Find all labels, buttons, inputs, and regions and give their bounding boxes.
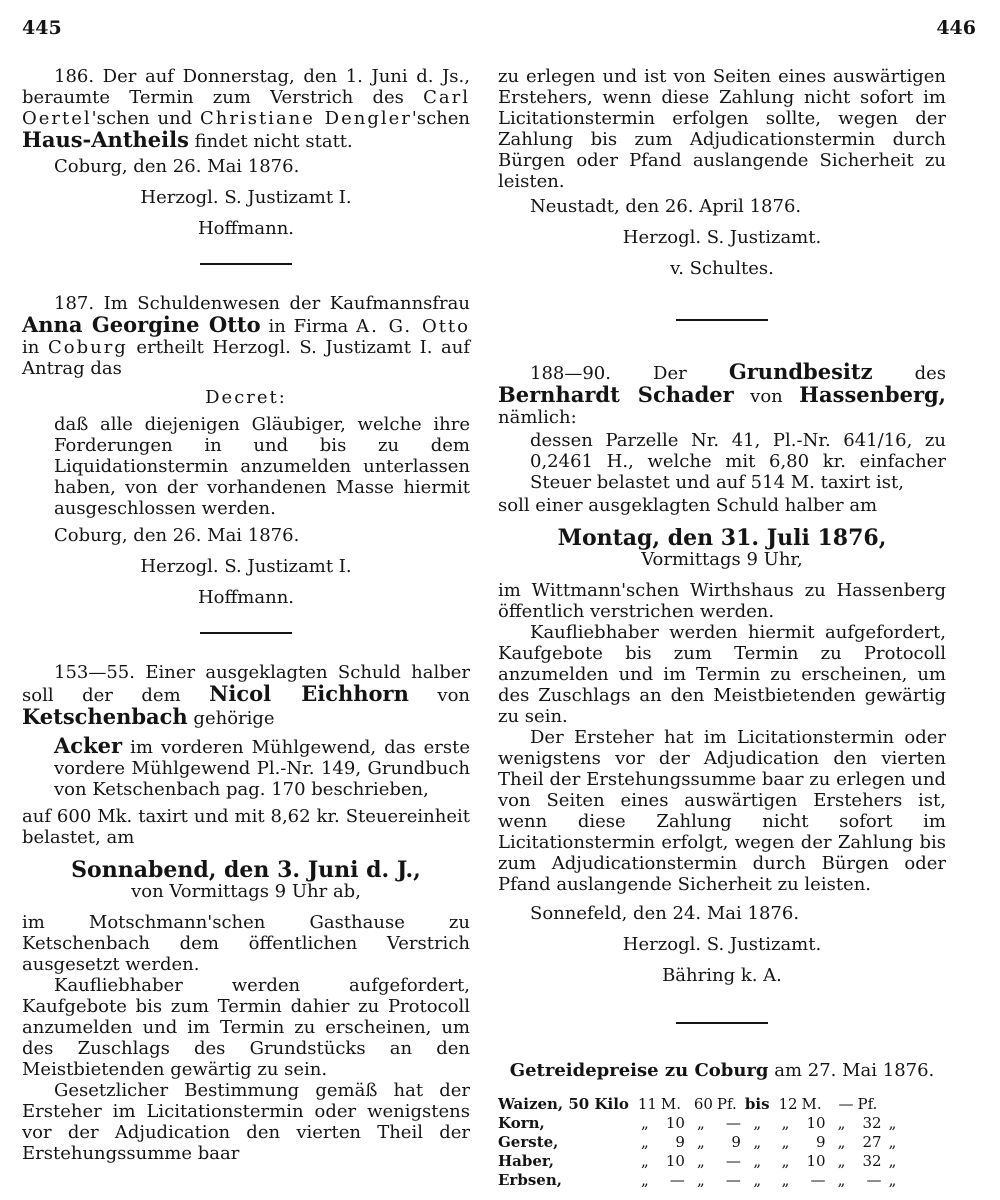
table-cell: 10 — [806, 1114, 826, 1132]
authority: Herzogl. S. Justizamt I. — [140, 556, 352, 577]
table-cell: „ — [781, 1114, 790, 1132]
table-cell: Korn, — [498, 1114, 545, 1132]
table-cell: „ — [697, 1114, 705, 1132]
text-span: im vorderen Mühlgewend, das erste vordere Mühlgewend Pl.-Nr. 149, Grundbuch von Ketschenbach pag. 170 beschrieben, — [54, 737, 470, 800]
person-name: Nicol Eichhorn — [209, 681, 409, 706]
table-cell: 11 — [637, 1095, 657, 1113]
table-row — [498, 1171, 904, 1190]
table-row — [498, 1095, 904, 1114]
text-span: ertheilt Herzogl. S. Justizamt I. auf Antrag das — [22, 337, 471, 379]
signer: Hoffmann. — [197, 587, 295, 608]
table-row — [498, 1152, 904, 1171]
place-date: Coburg, den 26. Mai 1876. — [54, 525, 300, 546]
table-cell: „ — [888, 1152, 897, 1170]
parcel-description: dessen Parzelle Nr. 41, Pl.-Nr. 641/16, zu 0,2461 H., welche mit 6,80 kr. einfacher Steuer belastet und auf 514 M. taxirt ist, — [530, 430, 946, 493]
valuation-line: auf 600 Mk. taxirt und mit 8,62 kr. Steuereinheit belastet, am — [22, 806, 470, 848]
text-span: in — [22, 337, 48, 358]
table-cell: M. — [801, 1095, 822, 1113]
payment-terms: Gesetzlicher Bestimmung gemäß hat der Ersteher im Licitationstermin oder wenigstens vor der Adjudication den vierten Theil der Erstehungssumme baar — [22, 1080, 470, 1164]
notice-continuation — [498, 66, 946, 279]
prices-table — [498, 1095, 904, 1190]
table-cell: — — [810, 1171, 826, 1189]
table-cell: 9 — [731, 1133, 741, 1151]
notice-186 — [22, 66, 470, 239]
text-span: 'schen — [411, 108, 470, 129]
grain-prices — [498, 1060, 946, 1190]
prices-title — [498, 1060, 946, 1081]
table-cell: 32 — [862, 1152, 882, 1170]
table-cell: Gerste, — [498, 1133, 559, 1151]
text-span: 153—55. Einer ausgeklagten Schuld halber soll der dem — [22, 662, 470, 706]
person-name: Christiane Dengler — [199, 108, 412, 129]
place-name: Ketschenbach — [22, 704, 188, 729]
notice-187-text — [22, 293, 470, 379]
notice-153 — [22, 662, 470, 1164]
authority: Herzogl. S. Justizamt. — [622, 227, 822, 248]
notice-186-text — [22, 66, 470, 152]
authority: Herzogl. S. Justizamt. — [622, 934, 822, 955]
right-column — [498, 66, 946, 1190]
divider — [200, 632, 292, 634]
left-column — [22, 66, 470, 1164]
bid-invitation: Kaufliebhaber werden aufgefordert, Kaufgebote bis zum Termin dahier zu Protocoll anzumelden und im Termin zu erscheinen, um des Zuschlags des Grundstücks an den Meistbietenden gewärtig zu sein. — [22, 975, 470, 1080]
city-name: Coburg — [47, 337, 128, 358]
notice-187 — [22, 293, 470, 608]
notice-153-text — [22, 662, 470, 729]
text-span: 186. Der auf Donnerstag, den 1. Juni d. Js., beraumte Termin zum Verstrich des — [22, 66, 470, 108]
divider — [676, 319, 768, 321]
text-span: nämlich: — [498, 407, 577, 428]
table-cell: 10 — [806, 1152, 826, 1170]
table-cell: Erbsen, — [498, 1171, 562, 1189]
bold-term: Grundbesitz — [728, 359, 873, 384]
sale-location: im Wittmann'schen Wirthshaus zu Hassenberg öffentlich verstrichen werden. — [498, 580, 946, 622]
decret-body: daß alle diejenigen Gläubiger, welche ihre Forderungen in und bis zu dem Liquidationstermin anzumelden unterlassen haben, von der vorhandenen Masse hiermit ausgeschlossen werden. — [54, 414, 470, 519]
sale-time: von Vormittags 9 Uhr ab, — [131, 881, 361, 902]
table-cell: „ — [753, 1152, 762, 1170]
valuation-line: soll einer ausgeklagten Schuld halber am — [498, 495, 878, 516]
sale-time: Vormittags 9 Uhr, — [641, 549, 803, 570]
page-number-right: 446 — [936, 17, 976, 39]
table-cell: Haber, — [498, 1152, 554, 1170]
table-cell: „ — [697, 1133, 705, 1151]
table-cell: bis — [744, 1095, 770, 1113]
text-span: 188—90. Der — [530, 363, 729, 384]
person-name: Bernhardt Schader — [498, 382, 734, 407]
bold-term: Haus-Antheils — [22, 127, 189, 152]
table-cell: — — [838, 1095, 854, 1113]
signer: Hoffmann. — [197, 218, 295, 239]
table-cell: 9 — [816, 1133, 826, 1151]
prices-title-bold: Getreidepreise zu Coburg — [509, 1060, 769, 1081]
table-cell: „ — [697, 1171, 705, 1189]
payment-terms: Der Ersteher hat im Licitationstermin oder wenigstens vor der Adjudication den vierten Theil der Erstehungssumme baar zu erlegen und von Seiten eines auswärtigen Erstehers ist, wenn diese Zahlung nicht sofort im Licitationstermin erfolgt, wegen der Zahlung bis zum Adjudicationstermin durch Bürgen oder Pfand auslangende Sicherheit zu leisten. — [498, 727, 946, 895]
table-cell: „ — [837, 1152, 846, 1170]
person-name: Anna Georgine Otto — [22, 312, 261, 337]
table-cell: 9 — [675, 1133, 685, 1151]
place-name: Hassenberg, — [799, 382, 946, 407]
divider — [200, 263, 292, 265]
property-description — [22, 735, 470, 800]
table-cell: „ — [641, 1114, 649, 1132]
table-cell — [886, 1095, 904, 1114]
table-cell: „ — [888, 1114, 897, 1132]
table-cell: — — [866, 1171, 882, 1189]
table-cell: „ — [888, 1171, 897, 1189]
notice-188-text — [498, 361, 946, 428]
table-cell: „ — [781, 1152, 790, 1170]
person-name: Carl Oertel — [22, 87, 470, 129]
table-cell: 12 — [778, 1095, 798, 1113]
table-cell: 10 — [665, 1114, 685, 1132]
firm-name: A. G. Otto — [356, 316, 470, 337]
notice-188 — [498, 361, 946, 986]
bold-term: Acker — [54, 733, 123, 758]
table-cell: — — [725, 1114, 741, 1132]
table-row — [498, 1114, 904, 1133]
table-cell: „ — [753, 1133, 762, 1151]
text-span: 'schen und — [91, 108, 200, 129]
text-span: in Firma — [260, 316, 357, 337]
table-cell: 27 — [862, 1133, 882, 1151]
table-cell: „ — [837, 1133, 846, 1151]
table-cell: „ — [781, 1133, 790, 1151]
table-cell: „ — [753, 1114, 762, 1132]
sale-date: Sonnabend, den 3. Juni d. J., — [71, 857, 421, 883]
prices-title-date: am 27. Mai 1876. — [768, 1060, 935, 1081]
sale-location: im Motschmann'schen Gasthause zu Ketschenbach dem öffentlichen Verstrich ausgesetzt werden. — [22, 912, 470, 975]
table-cell: 32 — [862, 1114, 882, 1132]
table-cell: „ — [641, 1171, 649, 1189]
table-cell: „ — [641, 1152, 649, 1170]
place-date: Neustadt, den 26. April 1876. — [530, 196, 802, 217]
table-cell: 60 — [693, 1095, 713, 1113]
table-cell: — — [669, 1171, 685, 1189]
signer: Bähring k. A. — [662, 965, 782, 986]
divider — [676, 1022, 768, 1024]
place-date: Coburg, den 26. Mai 1876. — [54, 156, 300, 177]
table-cell: „ — [837, 1114, 846, 1132]
bid-invitation: Kaufliebhaber werden hiermit aufgefordert, Kaufgebote bis zum Termin zu Protocoll anzumelden und im Termin zu erscheinen, um des Zuschlags an den Meistbietenden gewärtig zu sein. — [498, 622, 946, 727]
text-span: findet nicht statt. — [188, 131, 353, 152]
table-cell: M. — [660, 1095, 682, 1113]
table-cell: Waizen, 50 Kilo — [498, 1095, 629, 1113]
signer: v. Schultes. — [670, 258, 774, 279]
page-number-left: 445 — [22, 17, 62, 39]
text-span: von — [733, 386, 800, 407]
table-row — [498, 1133, 904, 1152]
place-date: Sonnefeld, den 24. Mai 1876. — [530, 903, 800, 924]
table-cell: „ — [753, 1171, 762, 1189]
authority: Herzogl. S. Justizamt I. — [140, 187, 352, 208]
table-cell: Pf. — [716, 1095, 737, 1113]
table-cell: — — [725, 1171, 741, 1189]
table-cell: „ — [781, 1171, 790, 1189]
sale-date: Montag, den 31. Juli 1876, — [557, 525, 887, 551]
table-cell: „ — [641, 1133, 649, 1151]
text-span: 187. Im Schuldenwesen der Kaufmannsfrau — [54, 293, 470, 314]
table-cell: „ — [888, 1133, 897, 1151]
table-cell: — — [725, 1152, 741, 1170]
continuation-text: zu erlegen und ist von Seiten eines auswärtigen Erstehers, wenn diese Zahlung nicht sofort im Licitationstermin erfolgen sollte, wegen der Zahlung bis zum Adjudicationstermin durch Bürgen oder Pfand auslangende Sicherheit zu leisten. — [498, 66, 946, 192]
table-cell: Pf. — [857, 1095, 878, 1113]
text-span: des — [872, 363, 946, 384]
table-cell: „ — [697, 1152, 705, 1170]
table-cell: „ — [837, 1171, 846, 1189]
text-span: gehörige — [187, 708, 275, 729]
decret-heading: Decret: — [205, 387, 287, 408]
table-cell: 10 — [665, 1152, 685, 1170]
text-span: von — [408, 685, 470, 706]
